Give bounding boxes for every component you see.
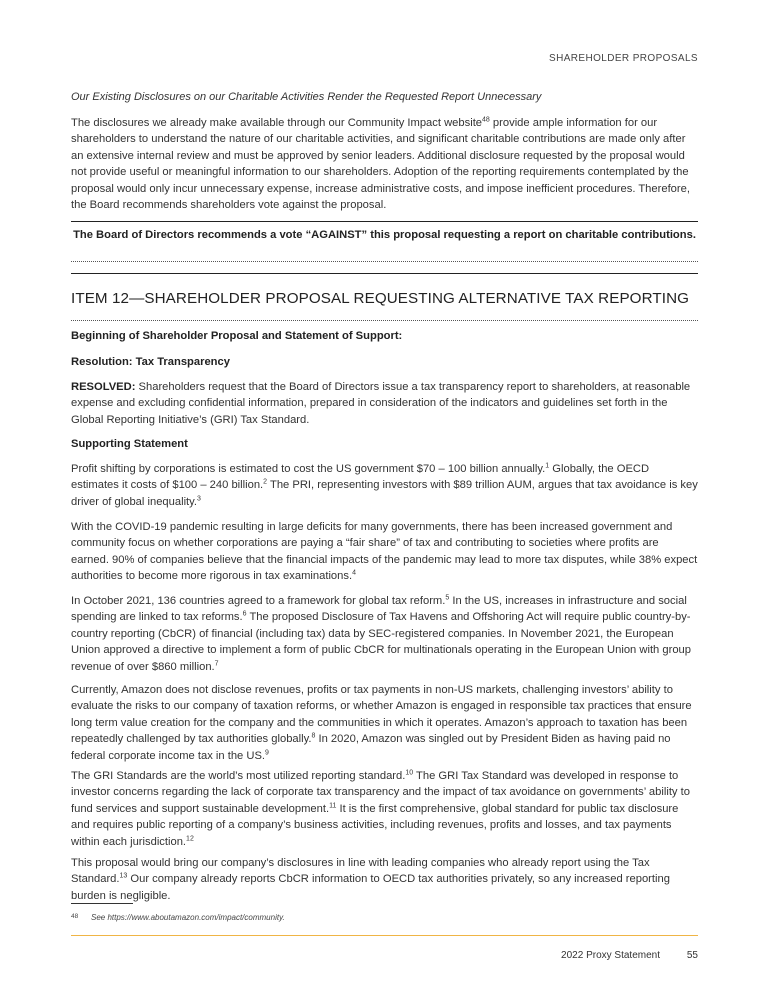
- divider-bottom: [71, 273, 698, 274]
- page-number: 55: [686, 950, 698, 961]
- statement-paragraph-2: With the COVID-19 pandemic resulting in large deficits for many governments, there has been increased government and community focus on whether corporations are paying a “fair share” of tax and contributing to societies where profits are earned. 90% of companies believe that the financial impacts of the pandemic may lead to more tax disputes, while 38% expect authorities to become more rigorous in tax examinations.$^4$: [71, 521, 698, 583]
- statement-paragraph-5: The GRI Standards are the world’s most utilized reporting standard.$^{10}$ The GRI Tax Standard was developed in response to investor concerns regarding the lack of corporate tax transparency and the impact of tax avoidance on governments’ ability to fund services and support sustainable development.$^{11}$ It is the first comprehensive, global standard for public tax disclosure and requires public reporting of a company’s business activities, including revenues, profits and losses, and tax payments within each jurisdiction.$^{12}$: [71, 769, 690, 848]
- board-recommendation: The Board of Directors recommends a vote “AGAINST” this proposal requesting a report on charitable contributions.: [73, 229, 696, 241]
- footnote-link[interactable]: See https://www.aboutamazon.com/impact/community.: [91, 913, 285, 922]
- intro-paragraph: The disclosures we already make available through our Community Impact website$^{48}$ provide ample information for our shareholders to understand the nature of our charitable activities, and significant charitable contributions are made only after an extensive internal review and must be approved by senior leaders. Additional disclosure requested by the proposal would not provide useful or meaningful information to our shareholders. Adoption of the reporting requirements contemplated by the proposal would only incur unnecessary expense, increase administrative costs, and impose inefficient procedures. Therefore, the Board recommends shareholders vote against the proposal.: [71, 116, 690, 212]
- footnote: 48 See https://www.aboutamazon.com/impact/community.: [71, 913, 285, 922]
- running-header: SHAREHOLDER PROPOSALS: [549, 53, 698, 64]
- statement-paragraph-4: Currently, Amazon does not disclose revenues, profits or tax payments in non-US markets, challenging investors’ ability to evaluate the risks to our company of taxation reforms, or whether Amazon is engaged in responsible tax practices that ensure long term value creation for the company and the communities in which it operates. Amazon’s approach to taxation has been repeatedly challenged by tax authorities globally.$^8$ In 2020, Amazon was singled out by President Biden as having paid no federal corporate income tax in the US.$^9$: [71, 684, 692, 762]
- item-title: ITEM 12—SHAREHOLDER PROPOSAL REQUESTING ALTERNATIVE TAX REPORTING: [71, 290, 690, 307]
- statement-paragraph-3: In October 2021, 136 countries agreed to a framework for global tax reform.$^5$ In the US, increases in infrastructure and social spending are linked to tax reforms.$^6$ The proposed Disclosure of Tax Havens and Offshoring Act will require public country-by-country reporting (CbCR) of financial (including tax) data by SEC-registered companies. In November 2021, the European Union approved a directive to implement a form of public CbCR for multinationals operating in the European Union with group revenue of over $860 million.$^7$: [71, 594, 691, 673]
- section-subheading: Our Existing Disclosures on our Charitable Activities Render the Requested Report Unnecessary: [71, 91, 542, 103]
- statement-paragraph-6: This proposal would bring our company’s disclosures in line with leading companies who already report using the Tax Standard.$^{13}$ Our company already reports CbCR information to OECD tax authorities privately, so any increased reporting burden is negligible.: [71, 857, 670, 902]
- footnote-ref[interactable]: 48: [482, 116, 490, 124]
- supporting-statement-heading: Supporting Statement: [71, 438, 188, 450]
- resolved-paragraph: RESOLVED: Shareholders request that the Board of Directors issue a tax transparency report to shareholders, at reasonable expense and excluding confidential information, prepared in consideration of the indicators and guidelines set forth in the Global Reporting Initiative’s (GRI) Tax Standard.: [71, 381, 691, 426]
- statement-paragraph-1: Profit shifting by corporations is estimated to cost the US government $70 – 100 billion annually.$^1$ Globally, the OECD estimates it costs of $100 – 240 billion.$^2$ The PRI, representing investors with $89 trillion AUM, argues that tax avoidance is key driver of global inequality.$^3$: [71, 462, 698, 508]
- divider-dotted: [71, 261, 698, 262]
- title-divider-dotted: [71, 320, 698, 321]
- footer-label: 2022 Proxy Statement: [561, 950, 660, 961]
- resolution-heading: Resolution: Tax Transparency: [71, 356, 230, 368]
- footer-rule: [71, 935, 698, 936]
- proposal-begin-heading: Beginning of Shareholder Proposal and Statement of Support:: [71, 330, 403, 342]
- footnote-rule: [71, 903, 133, 904]
- divider-top: [71, 221, 698, 222]
